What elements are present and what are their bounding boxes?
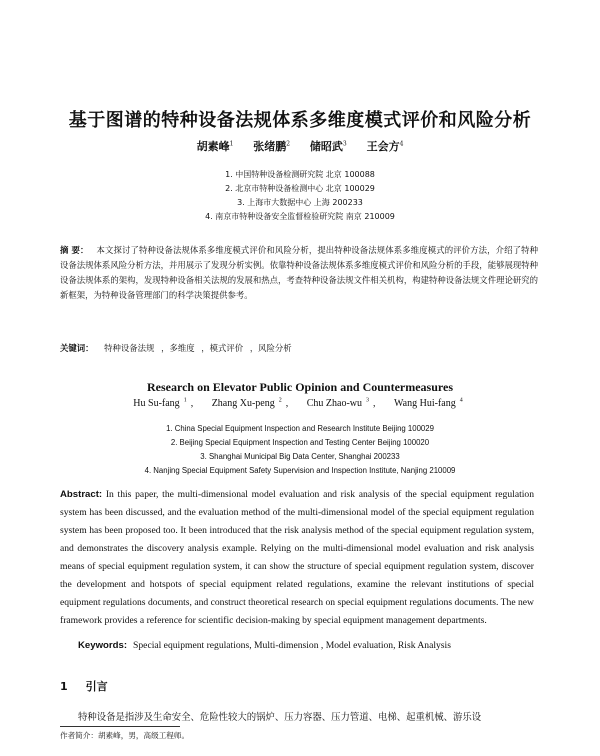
abstract-cn-label: 摘 要： [60,245,89,255]
abstract-en-text: In this paper, the multi-dimensional model evaluation and risk analysis of the special equipment regulation system has been discussed, and the evaluation method of the multi-dimensional model of the special equipment regulation system has been proposed too. It been introduced that the risk analysis method of the special equipment regulation system, and demonstrates the discovery analysis example. Relying on the multi-dimensional model evaluation and risk analysis means of special equipment regulation system, it can show the structure of special equipment regulation system, discover the development and hotspots of special equipment related regulations, examine the relevant institutions of special equipment regulations documents, and construct theoretical research on special equipment regulations documents. The new framework provides a reference for scientific decision-making by special equipment management departments. [60,489,534,626]
author-cn: 储昭武$^3$ [309,140,347,153]
affiliation-cn: 1. 中国特种设备检测研究院 北京 100088 [225,170,375,179]
body-paragraph: 特种设备是指涉及生命安全、危险性较大的锅炉、压力容器、压力管道、电梯、起重机械、游乐设 [78,712,482,723]
author-en: Zhang Xu-peng $^2$ , [211,398,289,410]
keywords-cn-label: 关键词： [60,343,94,353]
abstract-cn-text: 本文探讨了特种设备法规体系多维度模式评价和风险分析，提出特种设备法规体系多维度模式的评价方法，介绍了特种设备法规体系风险分析方法，并用展示了发现分析实例。依靠特种设备法规体系多维度模式评价和风险分析的手段，能够展现特种设备法规体系的架构，发现特种设备相关法规的发展和热点，考查特种设备法规文件相关机构，构建特种设备法规文件理论研究的新框架，为特种设备管理部门的科学决策提供参考。 [60,245,538,300]
affiliations-en [0,422,600,478]
footnote: 作者简介：胡素峰，男，高级工程师。 [60,731,190,740]
affiliations-cn [0,168,600,224]
keyword-cn: ，多维度 [161,343,195,353]
author-cn: 胡素峰$^1$ [196,140,234,153]
section-heading [60,678,108,694]
abstract-en [60,486,534,630]
affiliation-en: 3. Shanghai Municipal Big Data Center, Shanghai 200233 [200,452,400,461]
abstract-en-label: Abstract: [60,489,103,500]
author-cn: 王会方$^4$ [366,140,404,153]
keyword-cn: ，风险分析 [249,343,292,353]
author-cn: 张绪鹏$^2$ [253,140,291,153]
keywords-en [78,640,538,651]
affiliation-cn: 3. 上海市大数据中心 上海 200233 [237,198,363,207]
author-en: Hu Su-fang $^1$ , [133,398,194,410]
section-title: 引言 [85,680,108,693]
keywords-cn [60,342,538,354]
keywords-en-text: Special equipment regulations, Multi-dimension , Model evaluation, Risk Analysis [133,640,451,651]
paper-title-cn: 基于图谱的特种设备法规体系多维度模式评价和风险分析 [68,110,532,131]
author-en: Chu Zhao-wu $^3$ , [306,398,376,410]
section-number: 1 [60,680,68,693]
abstract-cn [60,243,538,303]
paper-title-en: Research on Elevator Public Opinion and Countermeasures [146,380,454,394]
author-en: Wang Hui-fang $^4$ [394,398,463,410]
keyword-cn: ，模式评价 [201,343,244,353]
affiliation-cn: 2. 北京市特种设备检测中心 北京 100029 [225,184,375,193]
affiliation-en: 1. China Special Equipment Inspection and Research Institute Beijing 100029 [166,424,434,433]
affiliation-en: 2. Beijing Special Equipment Inspection and Testing Center Beijing 100020 [170,438,430,447]
keyword-cn: 特种设备法规 [104,343,155,353]
keywords-en-label: Keywords: [78,640,128,651]
author-list-cn [0,138,600,154]
affiliation-en: 4. Nanjing Special Equipment Safety Supervision and Inspection Institute, Nanjing 210009 [144,466,456,475]
footnote-divider [60,726,180,727]
affiliation-cn: 4. 南京市特种设备安全监督检验研究院 南京 210009 [205,212,395,221]
author-list-en [0,398,600,409]
